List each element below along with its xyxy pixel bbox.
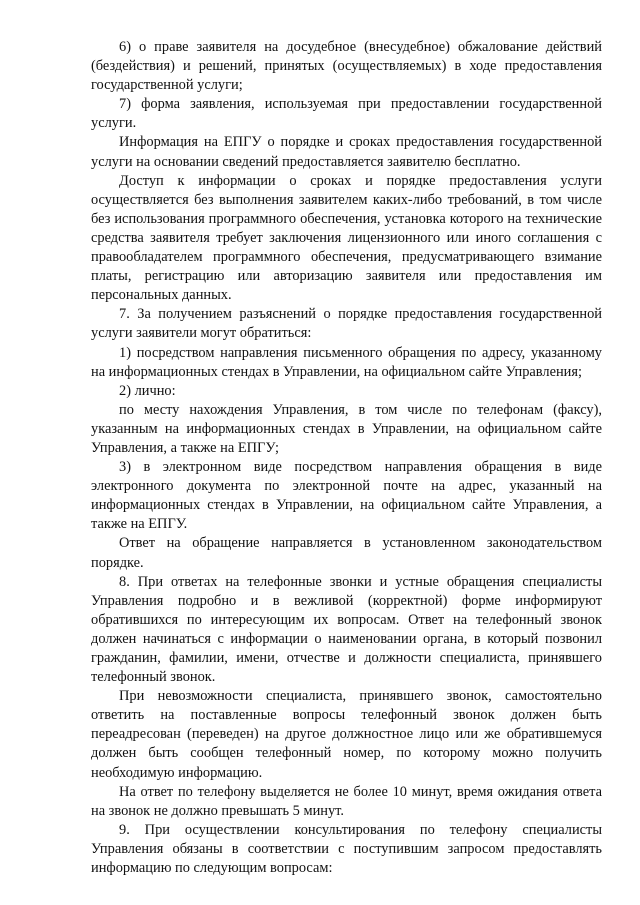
paragraph-access-to-info: Доступ к информации о сроках и порядке предоставления услуги осуществляется без выполнения заявителем каких-либо требований, в том числе без использования программного обеспечения, установка которого на технические средства заявителя требует заключения лицензионного или иного соглашения с правообладателем программного обеспечения, предусматривающего взимание платы, регистрацию или авторизацию заявителя или предоставления им персональных данных.: [91, 172, 602, 304]
paragraph-written-request: 1) посредством направления письменного обращения по адресу, указанному на информационных стендах в Управлении, на официальном сайте Управления;: [91, 344, 602, 380]
paragraph-call-redirect: При невозможности специалиста, принявшего звонок, самостоятельно ответить на поставленные вопросы телефонный звонок должен быть переадресован (переведен) на другое должностное лицо или же обратившемуся должен быть сообщен телефонный номер, по которому можно получить необходимую информацию.: [91, 688, 602, 781]
paragraph-epgu-info-free: Информация на ЕПГУ о порядке и сроках предоставления государственной услуги на основании сведений предоставляется заявителю бесплатно.: [91, 134, 602, 170]
document-body: [91, 38, 602, 878]
paragraph-in-person: 2) лично:: [119, 382, 176, 399]
paragraph-electronic-request: 3) в электронном виде посредством направления обращения в виде электронного документа по электронной почте на адрес, указанный на информационных стендах в Управлении, на официальном сайте Управления, а также на ЕПГУ.: [91, 459, 602, 533]
paragraph-item-7-application-form: 7) форма заявления, используемая при предоставлении государственной услуги.: [91, 96, 602, 132]
paragraph-section-7-clarifications: 7. За получением разъяснений о порядке предоставления государственной услуги заявители могут обратиться:: [91, 306, 602, 342]
paragraph-item-6-appeal-right: 6) о праве заявителя на досудебное (внесудебное) обжалование действий (бездействия) и решений, принятых (осуществляемых) в ходе предоставления государственной услуги;: [91, 39, 602, 94]
paragraph-section-8-phone-calls: 8. При ответах на телефонные звонки и устные обращения специалисты Управления подробно и в вежливой (корректной) форме информируют обратившихся по интересующим их вопросам. Ответ на телефонный звонок должен начинаться с информации о наименовании органа, в который позвонил гражданин, фамилии, имени, отчестве и должности специалиста, принявшего телефонный звонок.: [91, 573, 602, 686]
paragraph-call-time-limit: На ответ по телефону выделяется не более 10 минут, время ожидания ответа на звонок не должно превышать 5 минут.: [91, 783, 602, 819]
paragraph-response-order: Ответ на обращение направляется в установленном законодательством порядке.: [91, 535, 602, 571]
paragraph-location-phones: по месту нахождения Управления, в том числе по телефонам (факсу), указанным на информационных стендах в Управлении, на официальном сайте Управления, а также на ЕПГУ;: [91, 401, 602, 456]
paragraph-section-9-consulting: 9. При осуществлении консультирования по телефону специалисты Управления обязаны в соответствии с поступившим запросом предоставлять информацию по следующим вопросам:: [91, 821, 602, 877]
